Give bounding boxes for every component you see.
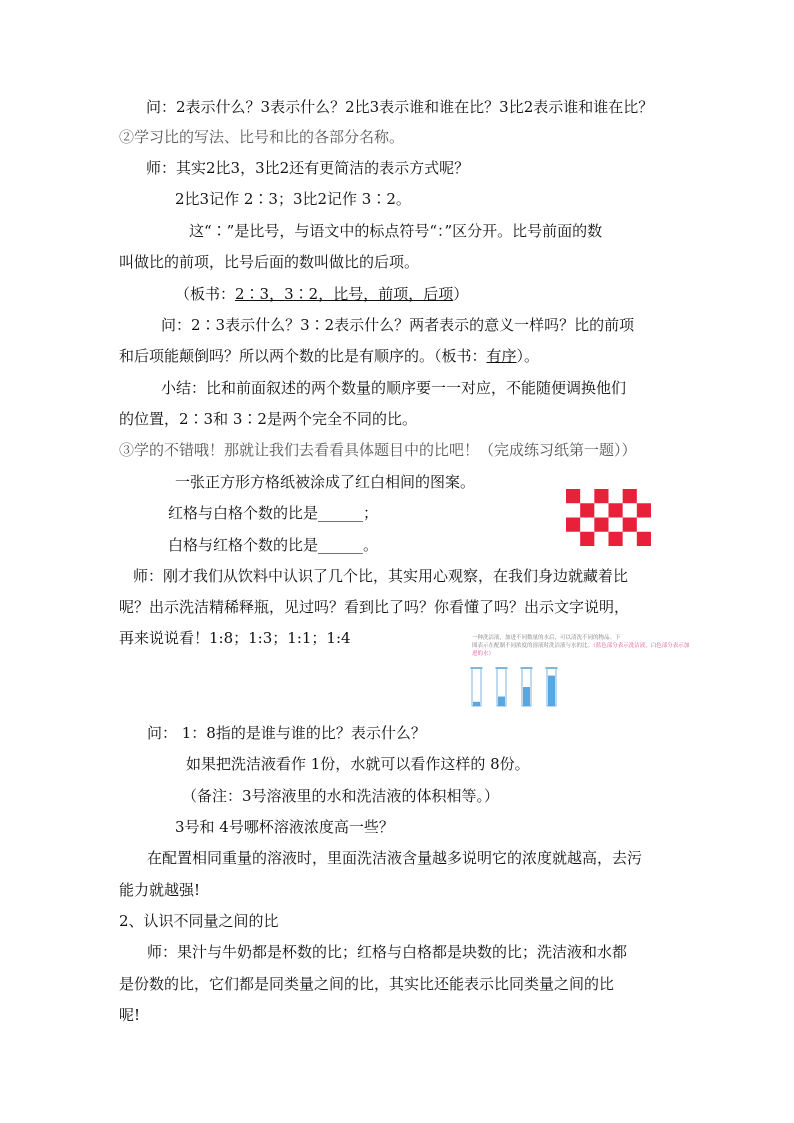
- tube-detergent-fill: [498, 697, 505, 707]
- checker-cell: [623, 532, 637, 546]
- order-close: ）。: [516, 347, 540, 365]
- question-line-1: 问：2表示什么？3表示什么？2比3表示谁和谁在比？3比2表示谁和谁在比？: [146, 98, 654, 116]
- checker-cell: [637, 489, 651, 504]
- board-note-close: ）: [453, 285, 469, 303]
- checker-cell: [594, 489, 608, 504]
- checker-cell: [566, 532, 580, 546]
- order-text: 和后项能颠倒吗？所以两个数的比是有顺序的。（板书：: [119, 347, 487, 365]
- test-tube: [546, 667, 558, 706]
- question-line-3: [119, 346, 539, 366]
- checker-cell: [623, 518, 637, 533]
- checker-cell: [609, 518, 623, 533]
- figure-caption-line-2: 图表示在配制不同浓度的溶液时洗洁液与水的比。: [472, 643, 594, 649]
- teacher-line-5: 是份数的比，它们都是同类量之间的比，其实比还能表示比同类量之间的比: [119, 975, 615, 993]
- explain-line-3: 如果把洗洁液看作 1份，水就可以看作这样的 8份。: [186, 755, 530, 773]
- checker-cell: [580, 518, 594, 533]
- summary-line-1: 小结：比和前面叙述的两个数量的顺序要一一对应，不能随便调换他们: [161, 379, 627, 397]
- checker-cell: [637, 518, 651, 533]
- checker-cell: [609, 532, 623, 546]
- teacher-line-4: 师：果汁与牛奶都是杯数的比；红格与白格都是块数的比；洗洁液和水都: [147, 943, 628, 961]
- detergent-figure: [454, 632, 692, 712]
- exercise-blank-1: 红格与白格个数的比是______；: [168, 504, 379, 522]
- checker-cell: [609, 503, 623, 518]
- test-tube: [471, 667, 483, 706]
- test-tubes: [454, 632, 692, 712]
- checker-cell: [580, 503, 594, 518]
- teacher-line-1: 师：其实2比3，3比2还有更简洁的表示方式呢？: [146, 159, 470, 177]
- teacher-line-3: 呢？出示洗洁精稀释瓶，见过吗？看到比了吗？你看懂了吗？出示文字说明，: [119, 598, 630, 616]
- question-line-5: 3号和 4号哪杯溶液浓度高一些？: [175, 818, 394, 836]
- section-heading-2: ②学习比的写法、比号和比的各部分名称。: [119, 128, 405, 146]
- checker-cell: [594, 532, 608, 546]
- checker-cell: [609, 489, 623, 504]
- figure-caption-legend: （蓝色部分表示洗洁液，白色部分表示加进的水）: [472, 643, 690, 657]
- question-line-4: 问： 1：8指的是谁与谁的比？表示什么？: [147, 724, 426, 742]
- teacher-line-6: 呢!: [119, 1006, 141, 1024]
- checker-cell: [566, 489, 580, 504]
- checker-cell: [580, 489, 594, 504]
- board-note-1: [175, 284, 468, 304]
- summary-line-2: 的位置，2∶3和 3∶2是两个完全不同的比。: [119, 410, 417, 428]
- section-heading-3: ③学的不错哦！那就让我们去看看具体题目中的比吧！（完成练习纸第一题））: [119, 441, 637, 459]
- explain-line-1: 这“∶”是比号，与语文中的标点符号“：”区分开。比号前面的数: [189, 222, 603, 240]
- checker-cell: [594, 518, 608, 533]
- tube-detergent-fill: [473, 702, 480, 706]
- board-note-content: 2∶3，3∶2，比号，前项，后项: [235, 285, 454, 303]
- ratio-list: 再来说说看！1:8；1:3；1:1；1:4: [119, 629, 351, 647]
- checker-cell: [566, 503, 580, 518]
- board-note-open: （板书：: [175, 285, 236, 303]
- teacher-line-2: 师：刚才我们从饮料中认识了几个比，其实用心观察，在我们身边就藏着比: [133, 567, 629, 585]
- checker-cell: [566, 518, 580, 533]
- conclusion-line-1: 在配置相同重量的溶液时，里面洗洁液含量越多说明它的浓度就越高，去污: [147, 849, 643, 867]
- checker-cell: [623, 489, 637, 504]
- remark-line: （备注：3号溶液里的水和洗洁液的体积相等。）: [182, 787, 500, 805]
- tube-detergent-fill: [523, 687, 530, 706]
- notation-line: 2比3记作 2∶3；3比2记作 3∶2。: [175, 190, 411, 208]
- checkerboard-figure: [566, 489, 651, 546]
- exercise-intro: 一张正方形方格纸被涂成了红白相间的图案。: [175, 473, 476, 491]
- checker-cell: [637, 532, 651, 546]
- checker-cell: [623, 503, 637, 518]
- exercise-blank-2: 白格与红格个数的比是______。: [168, 536, 379, 554]
- checker-cell: [594, 503, 608, 518]
- order-board-note: 有序: [486, 347, 517, 365]
- test-tube: [496, 667, 508, 706]
- conclusion-line-2: 能力就越强!: [119, 881, 201, 899]
- explain-line-2: 叫做比的前项，比号后面的数叫做比的后项。: [119, 253, 420, 271]
- test-tube: [521, 667, 533, 706]
- checker-cell: [637, 503, 651, 518]
- figure-caption-line-1: 一种洗洁液，加进不同数量的水后，可以清洗不同的物品。下: [472, 635, 621, 641]
- question-line-2: 问：2∶3表示什么？3∶2表示什么？两者表示的意义一样吗？比的前项: [161, 316, 635, 334]
- checker-cell: [580, 532, 594, 546]
- tube-detergent-fill: [548, 676, 555, 706]
- section-heading-4: 2、认识不同量之间的比: [119, 912, 279, 930]
